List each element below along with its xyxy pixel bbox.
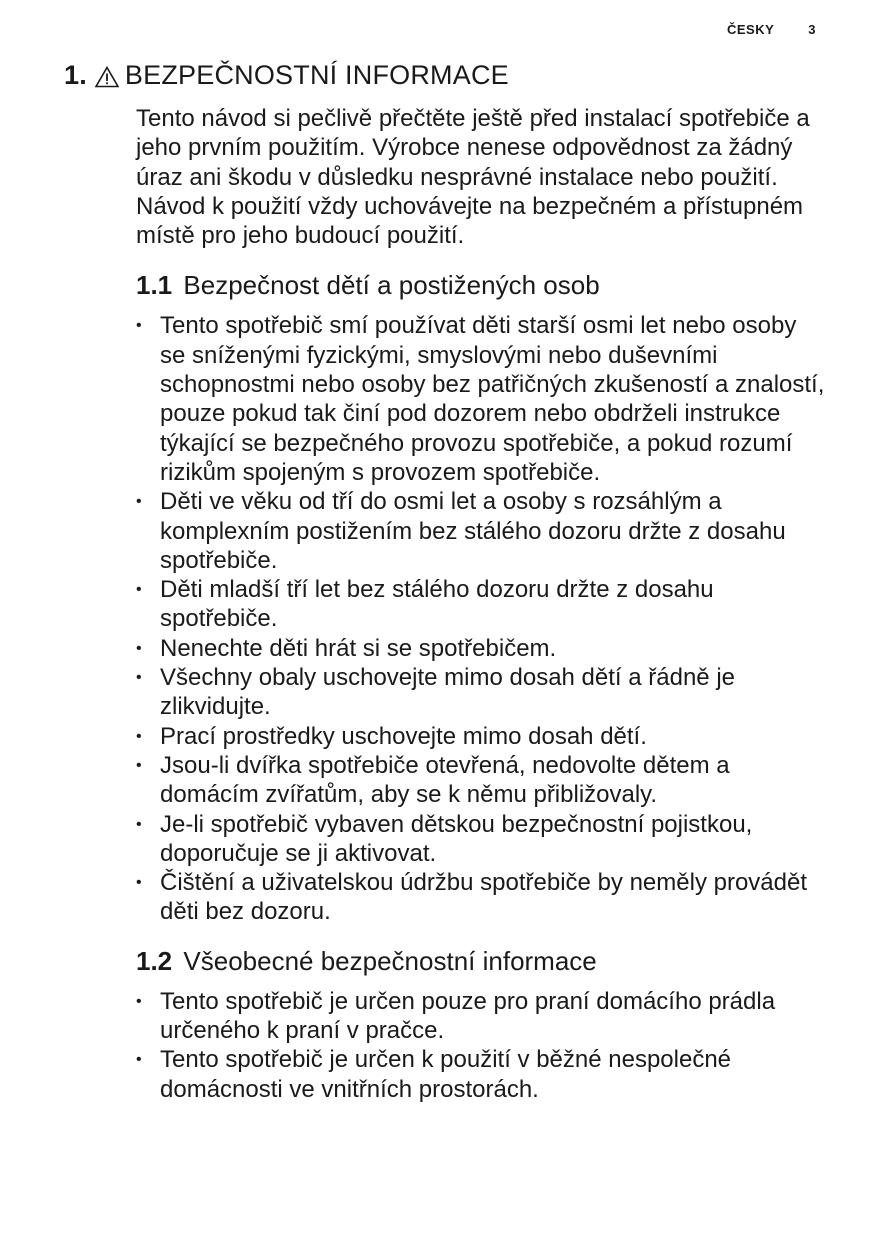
- list-item: • Čištění a uživatelskou údržbu spotřebiče by neměly provádět děti bez dozoru.: [136, 868, 826, 927]
- section-title-text: BEZPEČNOSTNÍ INFORMACE: [124, 60, 509, 90]
- warning-triangle-icon: [95, 64, 119, 86]
- list-item: • Jsou-li dvířka spotřebiče otevřená, nedovolte dětem a domácím zvířatům, aby se k němu přibližovaly.: [136, 751, 826, 810]
- intro-paragraph: Tento návod si pečlivě přečtěte ještě před instalací spotřebiče a jeho prvním použitím. Výrobce nenese odpovědnost za žádný úraz ani škodu v důsledku nesprávné instalace nebo použití. Návod k použití vždy uchovávejte na bezpečném a přístupném místě pro jeho budoucí použití.: [136, 105, 810, 250]
- list-item: • Děti mladší tří let bez stálého dozoru držte z dosahu spotřebiče.: [136, 575, 826, 634]
- subsection-number: 1.2: [136, 945, 173, 976]
- subsection-number: 1.1: [136, 270, 173, 301]
- list-item: • Tento spotřebič smí používat děti starší osmi let nebo osoby se sníženými fyzickými, smyslovými nebo duševními schopnostmi nebo osoby bez patřičných zkušeností a znalostí, pouze pokud tak činí pod dozorem nebo obdrželi instrukce týkající se bezpečného provozu spotřebiče, a pokud rozumí rizikům spojeným s provozem spotřebiče.: [136, 311, 826, 487]
- page-number: 3: [808, 22, 816, 37]
- subsection-heading-1-2: [136, 946, 826, 977]
- list-item: • Nenechte děti hrát si se spotřebičem.: [136, 634, 826, 663]
- list-item: • Prací prostředky uschovejte mimo dosah dětí.: [136, 722, 826, 751]
- list-item: • Děti ve věku od tří do osmi let a osoby s rozsáhlým a komplexním postižením bez stálého dozoru držte z dosahu spotřebiče.: [136, 487, 826, 575]
- list-item: • Všechny obaly uschovejte mimo dosah dětí a řádně je zlikvidujte.: [136, 663, 826, 722]
- language-label: ČESKY: [726, 22, 775, 37]
- bullet-list-1-1: [136, 311, 826, 926]
- list-item: • Je-li spotřebič vybaven dětskou bezpečnostní pojistkou, doporučuje se ji aktivovat.: [136, 810, 826, 869]
- subsection-title: Všeobecné bezpečnostní informace: [183, 945, 597, 976]
- bullet-list-1-2: [136, 987, 826, 1104]
- list-item: • Tento spotřebič je určen k použití v běžné nespolečné domácnosti ve vnitřních prostorách.: [136, 1045, 826, 1104]
- list-item: • Tento spotřebič je určen pouze pro praní domácího prádla určeného k praní v pračce.: [136, 987, 826, 1046]
- section-number: 1.: [64, 60, 87, 90]
- section-title: [64, 60, 509, 91]
- page-header: [727, 22, 816, 37]
- subsection-heading-1-1: [136, 270, 826, 301]
- subsection-title: Bezpečnost dětí a postižených osob: [183, 270, 600, 301]
- content: [136, 104, 826, 1104]
